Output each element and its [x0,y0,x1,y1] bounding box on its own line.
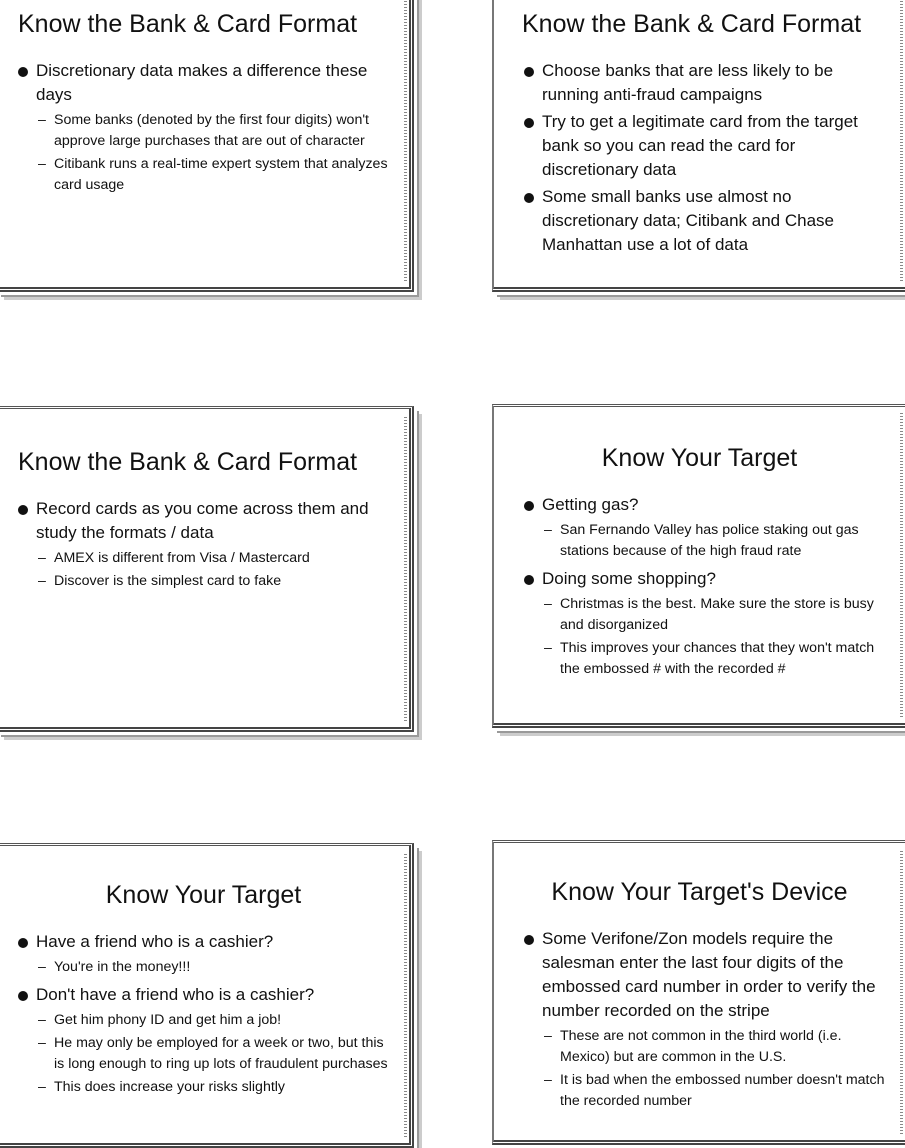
sub-bullet-item: – It is bad when the embossed number doesn't match the recorded number [524,1070,887,1112]
sub-bullet-item: – This does increase your risks slightly [18,1077,391,1098]
slide-body [0,930,409,1098]
slide-4 [492,404,905,728]
slide-body [0,497,409,592]
bullet-item: Discretionary data makes a difference these days [18,59,391,107]
bullet-item: Choose banks that are less likely to be running anti-fraud campaigns [524,59,887,107]
slide-body [494,927,905,1112]
slide-6 [492,840,905,1145]
sub-bullet-item: – Citibank runs a real-time expert system that analyzes card usage [18,154,391,196]
slide-1 [0,0,414,292]
slide-title: Know Your Target [601,444,798,472]
slide-body [494,59,905,257]
sub-bullet-item: – AMEX is different from Visa / Mastercard [18,548,391,569]
slide-2 [492,0,905,292]
slide-title: Know the Bank & Card Format [18,10,358,38]
bullet-item: Try to get a legitimate card from the target bank so you can read the card for discretionary data [524,110,887,182]
sub-bullet-item: – This improves your chances that they won't match the embossed # with the recorded # [524,638,887,680]
sub-bullet-item: – San Fernando Valley has police staking out gas stations because of the high fraud rate [524,520,887,562]
bullet-item: Record cards as you come across them and study the formats / data [18,497,391,545]
slide-5 [0,843,414,1148]
bullet-item: Have a friend who is a cashier? [18,930,391,954]
bullet-item: Don't have a friend who is a cashier? [18,983,391,1007]
bullet-item: Doing some shopping? [524,567,887,591]
bullet-item: Some small banks use almost no discretionary data; Citibank and Chase Manhattan use a lot of data [524,185,887,257]
sub-bullet-item: – These are not common in the third world (i.e. Mexico) but are common in the U.S. [524,1026,887,1068]
slide-title: Know the Bank & Card Format [522,10,862,38]
sub-bullet-item: – Some banks (denoted by the first four digits) won't approve large purchases that are out of character [18,110,391,152]
sub-bullet-item: – Get him phony ID and get him a job! [18,1010,391,1031]
sub-bullet-item: – You're in the money!!! [18,957,391,978]
slide-title: Know Your Target's Device [551,878,848,906]
sub-bullet-item: – Discover is the simplest card to fake [18,571,391,592]
slide-title: Know Your Target [105,881,302,909]
slide-title: Know the Bank & Card Format [18,448,358,476]
slide-body [0,59,409,196]
slide-body [494,493,905,680]
sub-bullet-item: – He may only be employed for a week or two, but this is long enough to ring up lots of fraudulent purchases [18,1033,391,1075]
slide-3 [0,406,414,732]
bullet-item: Some Verifone/Zon models require the salesman enter the last four digits of the embossed card number in order to verify the number recorded on the stripe [524,927,887,1023]
bullet-item: Getting gas? [524,493,887,517]
sub-bullet-item: – Christmas is the best. Make sure the store is busy and disorganized [524,594,887,636]
